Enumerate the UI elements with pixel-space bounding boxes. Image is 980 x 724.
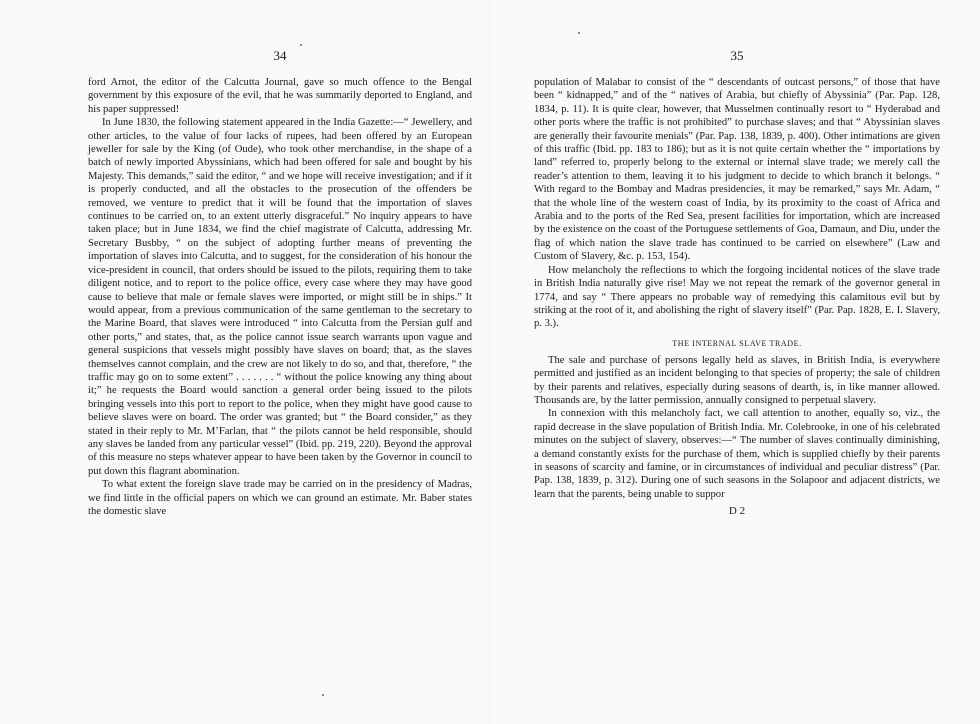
paragraph: The sale and purchase of persons legally held as slaves, in British India, is everywhere permitted and justified as an incident belonging to that species of property; the sale of children by their parents and relatives, especially during seasons of dearth, is, in like manner allowed. Thousands are, by the latter permission, annually consigned to perpetual slavery.	[534, 354, 940, 406]
right-page-text	[534, 76, 940, 517]
paragraph: population of Malabar to consist of the “ descendants of outcast persons,” of those that have been “ kidnapped,” and of the “ natives of Arabia, but chiefly of Abyssinia” (Par. Pap. 128, 1834, p. 11). It is quite clear, however, that Musselmen continually resort to “ Hyderabad and other ports where the traffic is not prohibited” to purchase slaves; and that “ Abyssinian slaves are generally their favourite menials” (Par. Pap. 138, 1839, p. 400). Other intimations are given of this traffic (Ibid. pp. 183 to 186); but as it is not quite certain whether the “ importations by land” referred to, properly belong to the external or internal slave trade; we merely call the reader’s attention to them, leaving it to his judgment to decide to which branch it belongs. “ With regard to the Bombay and Madras presidencies, it may be remarked,” says Mr. Adam, “ that the whole line of the western coast of India, by its proximity to the coast of Africa and Arabia and to the ports of the Red Sea, present facilities for importation, which are increased by the existence on the coast of the Portuguese settlements of Goa, Damaun, and Diu, under the flag of which nation the slave trade has continued to be carried on elsewhere” (Law and Custom of Slavery, &c. p. 153, 154).	[534, 77, 940, 263]
paragraph: How melancholy the reflections to which the forgoing incidental notices of the slave trade in British India naturally give rise! May we not repeat the remark of the governor general in 1774, and say “ There appears no probable way of remedying this calamitous evil but by striking at the root of it, and abolishing the right of slavery itself” (Par. Pap. 1828, E. I. Slavery, p. 3.).	[534, 264, 940, 330]
page-number: 34	[273, 48, 287, 63]
paragraph: In June 1830, the following statement appeared in the India Gazette:—“ Jewellery, and other articles, to the value of four lacks of rupees, had been offered by an European jeweller for sale by the King (of Oude), who took other merchandise, in the shape of a batch of newly imported Abyssinians, which had been offered for sale and bought by his Majesty. This demands,” said the editor, “ and we hope will receive investigation; and if it is properly conducted, and all the obstacles to the prosecution of the offenders be removed, we venture to predict that it will be found that the importation of slaves continues to be carried on, to an extent utterly disgraceful.” No inquiry appears to have taken place; but in June 1834, we find the chief magistrate of Calcutta, addressing Mr. Secretary Busbby, “ on the subject of adopting further means of preventing the importation of slaves into Calcutta, and to suggest, for the consideration of his honour the vice-president in council, that orders should be issued to the pilots, requiring them to take diligent notice, and to report to the police office, every case where they may have good cause to believe that male or female slaves were imported, or might still be in ships.” It would appear, from a previous communication of the same gentleman to the secretary to the Marine Board, that slaves were introduced “ into Calcutta from the Persian gulf and other ports,” and states, that, as the police cannot issue search warrants upon vague and general suspicions that vessels might possibly have slaves on board; that, as the slaves themselves cannot complain, and the crew are not likely to do so, and that, therefore, “ the traffic may go on to some extent” . . . . . . . “ without the police knowing any thing about it;” he requests the Board would sanction a general order being issued to the pilots bringing vessels into this port to report to the police, when they might have good cause to believe slaves were on board. The order was granted; but “ the Board consider,” as they stated in their reply to Mr. M’Farlan, that “ the pilots cannot be held responsible, should any slaves be landed from any particular vessel” (Ibid. pp. 219, 220). Beyond the approval of this measure no steps whatever appear to have been taken by the Governor in council to put down this flagrant abomination.	[88, 117, 472, 477]
right-page	[490, 0, 980, 724]
paragraph: ford Arnot, the editor of the Calcutta Journal, gave so much offence to the Bengal government by this exposure of the evil, that he was summarily deported to England, and his paper suppressed!	[88, 77, 472, 115]
section-heading: THE INTERNAL SLAVE TRADE.	[672, 338, 802, 348]
paragraph: In connexion with this melancholy fact, we call attention to another, equally so, viz., the rapid decrease in the slave population of British India. Mr. Colebrooke, in one of his celebrated minutes on the subject of slavery, observes:—“ The number of slaves continually diminishing, a demand constantly exists for the purchase of them, which is supplied chiefly by their parents in seasons of scarcity and famine, or in circumstances of individual and peculiar distress” (Par. Pap. 138, 1839, p. 312). During one of such seasons in the Solapoor and adjacent districts, we learn that the parents, being unable to suppor	[534, 408, 940, 500]
signature-mark: D 2	[728, 505, 746, 518]
paragraph: To what extent the foreign slave trade may be carried on in the presidency of Madras, we find little in the official papers on which we can ground an estimate. Mr. Baber states the domestic slave	[88, 479, 472, 517]
left-page-text	[88, 76, 472, 518]
page-number: 35	[730, 48, 744, 63]
